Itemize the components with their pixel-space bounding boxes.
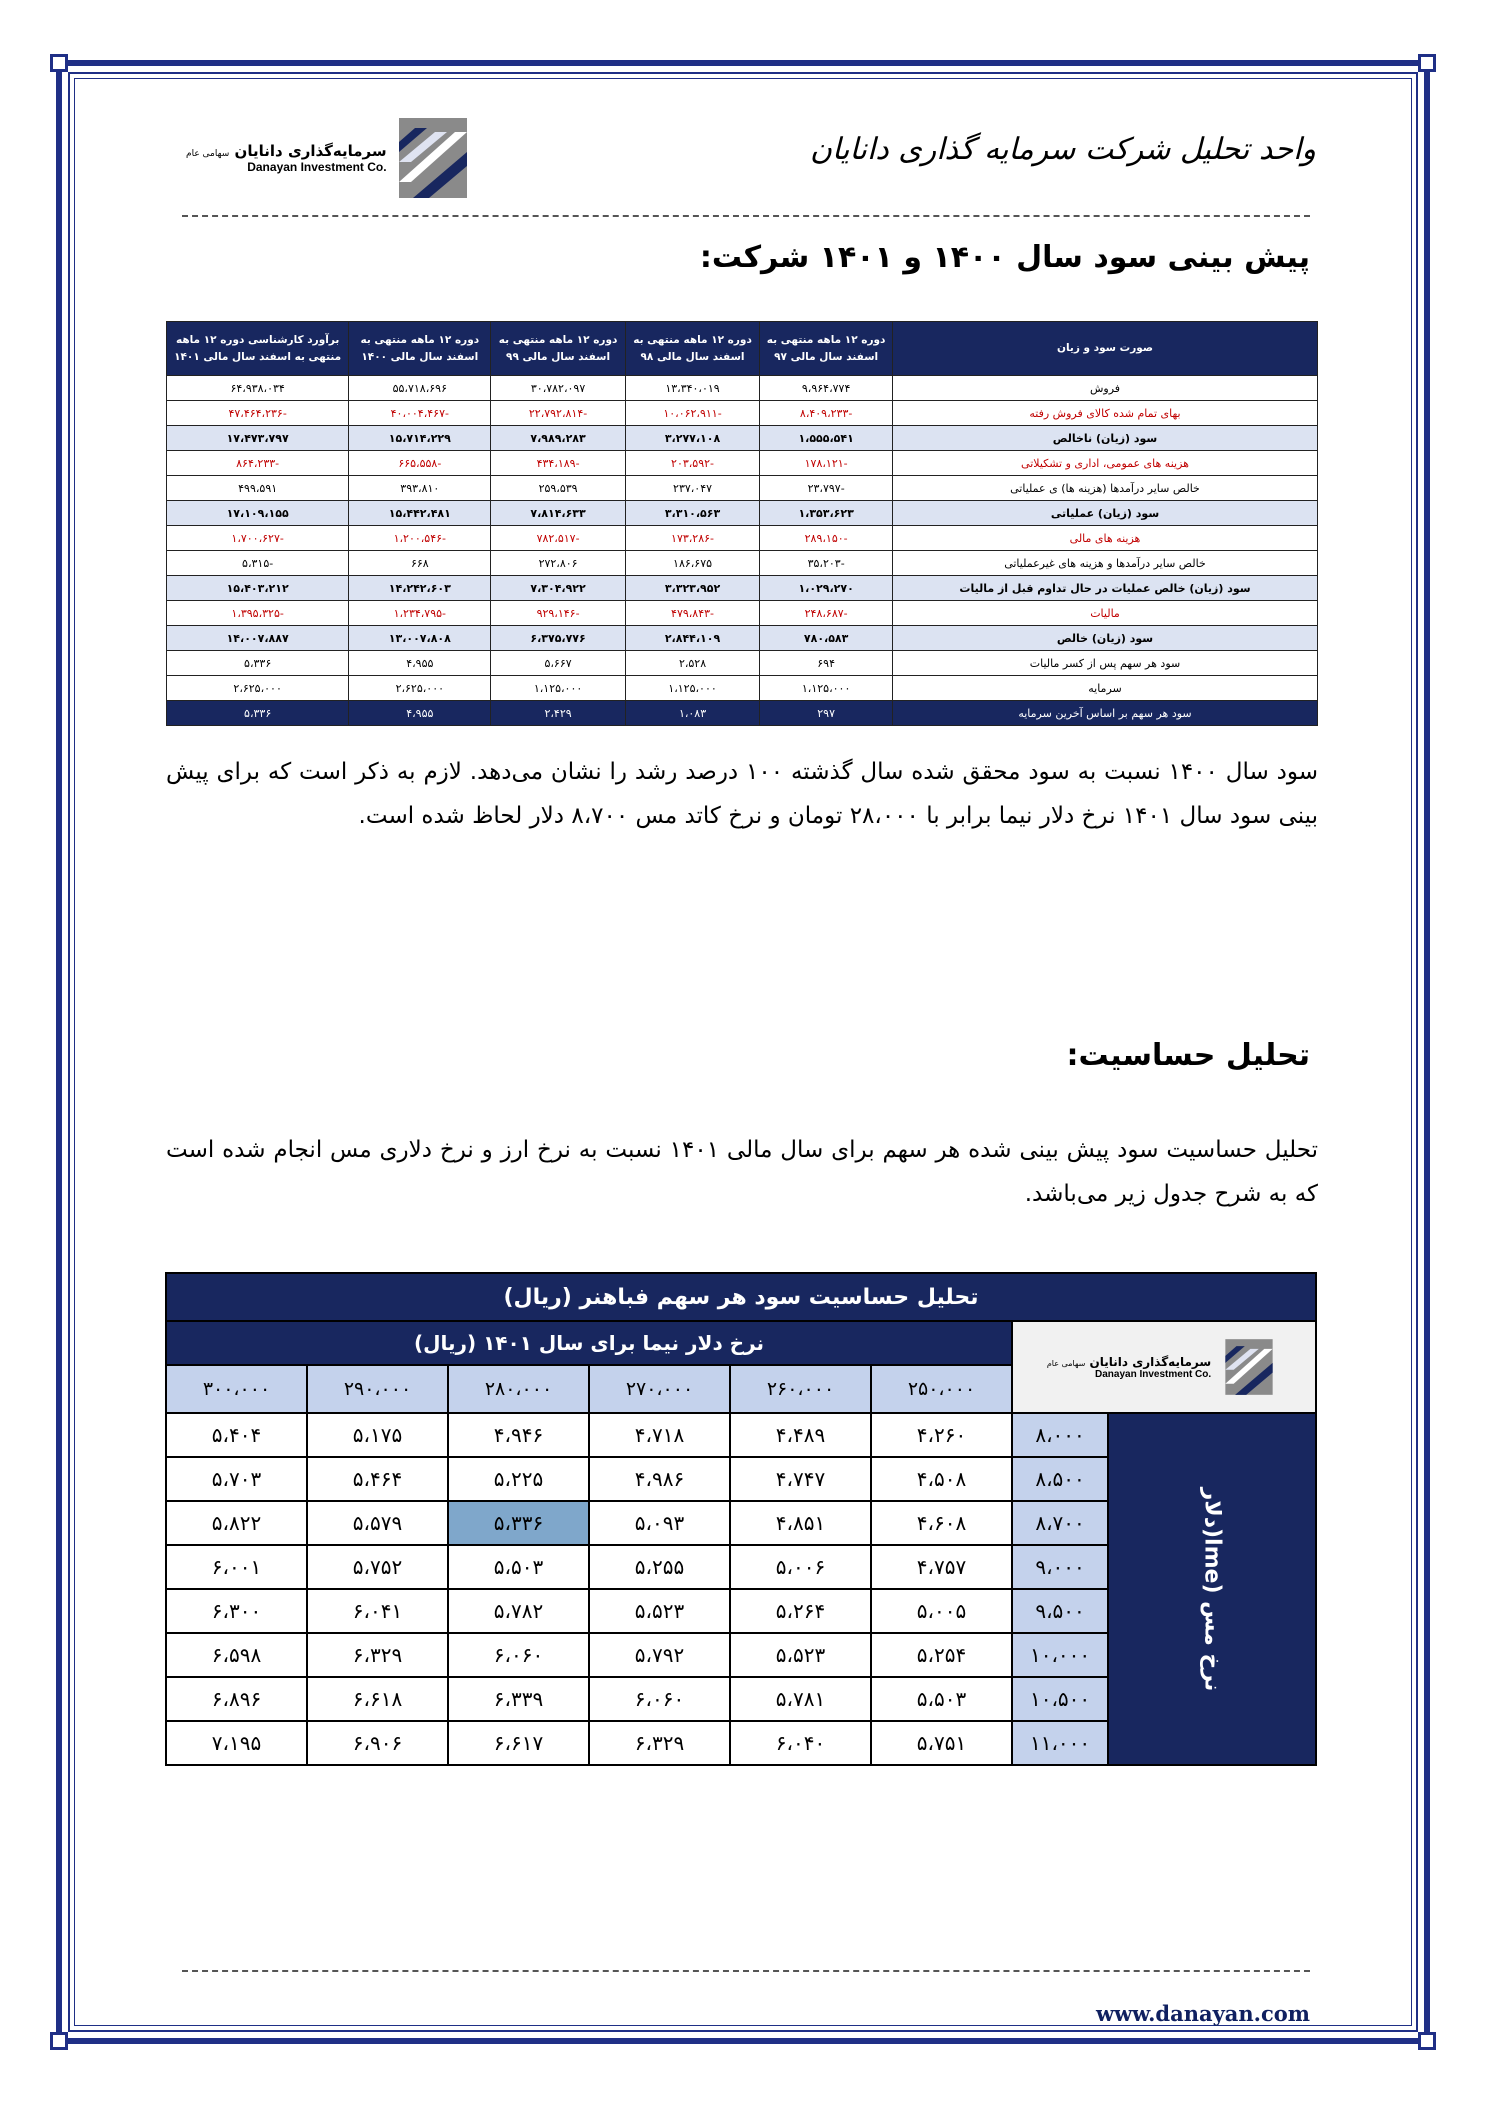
value-cell: -۸۶۴،۲۳۳	[167, 451, 349, 476]
table-row	[167, 651, 1318, 676]
row-label-cell: سود (زیان) خالص عملیات در حال تداوم قبل از مالیات	[893, 576, 1318, 601]
value-cell: ۱۵،۴۴۲،۴۸۱	[349, 501, 491, 526]
sensitivity-column-title: نرخ دلار نیما برای سال ۱۴۰۱ (ریال)	[166, 1321, 1012, 1365]
logo-en-text: Danayan Investment Co.	[247, 160, 387, 174]
value-cell: -۱،۲۳۴،۷۹۵	[349, 601, 491, 626]
row-label-cell: سود (زیان) ناخالص	[893, 426, 1318, 451]
value-cell: ۷،۳۰۴،۹۲۲	[491, 576, 625, 601]
eps-value-cell: ۵،۵۲۳	[589, 1589, 730, 1633]
eps-value-cell: ۵،۷۵۱	[871, 1721, 1012, 1765]
eps-value-cell: ۶،۳۳۹	[448, 1677, 589, 1721]
table-row	[167, 376, 1318, 401]
eps-value-cell: ۴،۵۰۸	[871, 1457, 1012, 1501]
row-label-cell: هزینه های عمومی، اداری و تشکیلاتی	[893, 451, 1318, 476]
sensitivity-logo-cell	[1012, 1321, 1316, 1413]
corner-ornament	[50, 2032, 68, 2050]
value-cell: -۴۳۴،۱۸۹	[491, 451, 625, 476]
value-cell: ۲،۶۲۵،۰۰۰	[167, 676, 349, 701]
logo-en-text: Danayan Investment Co.	[1095, 1368, 1212, 1380]
table-row	[167, 476, 1318, 501]
value-cell: -۲۴۸،۶۸۷	[760, 601, 893, 626]
eps-value-cell: ۴،۹۸۶	[589, 1457, 730, 1501]
table-header-cell: دوره ۱۲ ماهه منتهی به اسفند سال مالی ۹۷	[760, 322, 893, 376]
table-header-cell: دوره ۱۲ ماهه منتهی به اسفند سال مالی ۹۸	[625, 322, 759, 376]
table-row	[167, 451, 1318, 476]
value-cell: ۱،۱۲۵،۰۰۰	[760, 676, 893, 701]
eps-value-cell: ۶،۳۲۹	[307, 1633, 448, 1677]
value-cell: -۴۷۹،۸۴۳	[625, 601, 759, 626]
eps-value-cell: ۵،۲۶۴	[730, 1589, 871, 1633]
dollar-rate-header-cell: ۲۶۰،۰۰۰	[730, 1365, 871, 1413]
value-cell: ۶۴،۹۳۸،۰۳۴	[167, 376, 349, 401]
table-row	[167, 626, 1318, 651]
base-case-eps-cell: ۵،۳۳۶	[448, 1501, 589, 1545]
value-cell: ۱۷،۴۷۳،۷۹۷	[167, 426, 349, 451]
value-cell: ۷،۹۸۹،۲۸۳	[491, 426, 625, 451]
value-cell: ۱۴،۲۴۲،۶۰۳	[349, 576, 491, 601]
value-cell: ۶۶۸	[349, 551, 491, 576]
footer-divider	[182, 1970, 1310, 1972]
value-cell: ۱۴،۰۰۷،۸۸۷	[167, 626, 349, 651]
eps-value-cell: ۶،۹۰۶	[307, 1721, 448, 1765]
sensitivity-section-title: تحلیل حساسیت:	[1066, 1038, 1310, 1073]
eps-value-cell: ۵،۷۵۲	[307, 1545, 448, 1589]
value-cell: -۴۰،۰۰۴،۴۶۷	[349, 401, 491, 426]
copper-rate-row-label: ۸،۷۰۰	[1012, 1501, 1108, 1545]
row-label-cell: سود (زیان) عملیاتی	[893, 501, 1318, 526]
value-cell: -۲۳،۷۹۷	[760, 476, 893, 501]
value-cell: ۱۳،۰۰۷،۸۰۸	[349, 626, 491, 651]
copper-rate-row-label: ۱۱،۰۰۰	[1012, 1721, 1108, 1765]
table-row	[167, 576, 1318, 601]
company-logo	[186, 112, 471, 204]
value-cell: ۴،۹۵۵	[349, 651, 491, 676]
eps-value-cell: ۵،۵۷۹	[307, 1501, 448, 1545]
value-cell: ۱۵،۴۰۳،۲۱۲	[167, 576, 349, 601]
eps-value-cell: ۵،۵۰۳	[448, 1545, 589, 1589]
eps-value-cell: ۴،۸۵۱	[730, 1501, 871, 1545]
table-row	[167, 401, 1318, 426]
value-cell: -۶۶۵،۵۵۸	[349, 451, 491, 476]
value-cell: ۱،۰۲۹،۲۷۰	[760, 576, 893, 601]
eps-value-cell: ۴،۷۱۸	[589, 1413, 730, 1457]
value-cell: ۴۹۹،۵۹۱	[167, 476, 349, 501]
header-title: واحد تحلیل شرکت سرمایه گذاری دانایان	[809, 132, 1316, 167]
table-row	[167, 501, 1318, 526]
value-cell: ۷،۸۱۴،۶۳۳	[491, 501, 625, 526]
value-cell: ۳،۳۱۰،۵۶۳	[625, 501, 759, 526]
eps-value-cell: ۵،۰۰۶	[730, 1545, 871, 1589]
copper-rate-row-label: ۸،۵۰۰	[1012, 1457, 1108, 1501]
corner-ornament	[1418, 54, 1436, 72]
table-header-cell: دوره ۱۲ ماهه منتهی به اسفند سال مالی ۹۹	[491, 322, 625, 376]
eps-value-cell: ۵،۰۰۵	[871, 1589, 1012, 1633]
value-cell: -۱،۳۹۵،۳۲۵	[167, 601, 349, 626]
eps-value-cell: ۵،۷۸۲	[448, 1589, 589, 1633]
value-cell: ۵۵،۷۱۸،۶۹۶	[349, 376, 491, 401]
copper-rate-row-label: ۸،۰۰۰	[1012, 1413, 1108, 1457]
row-label-cell: هزینه های مالی	[893, 526, 1318, 551]
eps-value-cell: ۵،۵۲۳	[730, 1633, 871, 1677]
eps-value-cell: ۵،۲۵۴	[871, 1633, 1012, 1677]
eps-value-cell: ۵،۰۹۳	[589, 1501, 730, 1545]
eps-value-cell: ۴،۲۶۰	[871, 1413, 1012, 1457]
value-cell: ۲۹۷	[760, 701, 893, 726]
copper-rate-row-label: ۹،۰۰۰	[1012, 1545, 1108, 1589]
value-cell: ۱۷،۱۰۹،۱۵۵	[167, 501, 349, 526]
eps-value-cell: ۵،۱۷۵	[307, 1413, 448, 1457]
value-cell: ۳،۳۲۳،۹۵۲	[625, 576, 759, 601]
value-cell: -۱۷۸،۱۲۱	[760, 451, 893, 476]
value-cell: ۱۵،۷۱۴،۲۲۹	[349, 426, 491, 451]
eps-value-cell: ۵،۲۲۵	[448, 1457, 589, 1501]
value-cell: -۱،۲۰۰،۵۴۶	[349, 526, 491, 551]
row-label-cell: فروش	[893, 376, 1318, 401]
profit-loss-table	[166, 321, 1318, 726]
table-header-cell: دوره ۱۲ ماهه منتهی به اسفند سال مالی ۱۴۰۰	[349, 322, 491, 376]
dollar-rate-header-cell: ۲۵۰،۰۰۰	[871, 1365, 1012, 1413]
copper-rate-axis-label	[1108, 1413, 1316, 1765]
forecast-section-title: پیش بینی سود سال ۱۴۰۰ و ۱۴۰۱ شرکت:	[699, 240, 1310, 275]
value-cell: -۲۲،۷۹۲،۸۱۴	[491, 401, 625, 426]
eps-value-cell: ۶،۰۴۱	[307, 1589, 448, 1633]
eps-value-cell: ۶،۶۱۸	[307, 1677, 448, 1721]
value-cell: ۲،۶۲۵،۰۰۰	[349, 676, 491, 701]
value-cell: ۵،۳۳۶	[167, 701, 349, 726]
table-header-cell: برآورد کارشناسی دوره ۱۲ ماهه منتهی به اسفند سال مالی ۱۴۰۱	[167, 322, 349, 376]
dollar-rate-header-cell: ۲۸۰،۰۰۰	[448, 1365, 589, 1413]
eps-value-cell: ۵،۴۰۴	[166, 1413, 307, 1457]
value-cell: -۵،۳۱۵	[167, 551, 349, 576]
eps-value-cell: ۶،۳۰۰	[166, 1589, 307, 1633]
sensitivity-note-paragraph: تحلیل حساسیت سود پیش بینی شده هر سهم برای سال مالی ۱۴۰۱ نسبت به نرخ ارز و نرخ دلاری مس انجام شده است که به شرح جدول زیر می‌باشد.	[166, 1137, 1318, 1207]
copper-rate-row-label: ۹،۵۰۰	[1012, 1589, 1108, 1633]
corner-ornament	[50, 54, 68, 72]
copper-rate-row-label: ۱۰،۰۰۰	[1012, 1633, 1108, 1677]
sensitivity-table	[165, 1272, 1317, 1766]
value-cell: ۲،۸۴۴،۱۰۹	[625, 626, 759, 651]
eps-value-cell: ۴،۶۰۸	[871, 1501, 1012, 1545]
sensitivity-subtitle-row	[166, 1321, 1316, 1365]
eps-value-cell: ۶،۸۹۶	[166, 1677, 307, 1721]
eps-value-cell: ۵،۵۰۳	[871, 1677, 1012, 1721]
value-cell: ۲۵۹،۵۳۹	[491, 476, 625, 501]
value-cell: ۲،۵۲۸	[625, 651, 759, 676]
value-cell: -۹۲۹،۱۴۶	[491, 601, 625, 626]
value-cell: ۱۳،۳۴۰،۰۱۹	[625, 376, 759, 401]
table-row	[167, 601, 1318, 626]
value-cell: ۵،۳۳۶	[167, 651, 349, 676]
eps-value-cell: ۴،۴۸۹	[730, 1413, 871, 1457]
sensitivity-row	[166, 1413, 1316, 1457]
header-divider	[182, 215, 1310, 217]
value-cell: ۱،۵۵۵،۵۴۱	[760, 426, 893, 451]
dollar-rate-header-cell: ۳۰۰،۰۰۰	[166, 1365, 307, 1413]
value-cell: -۱۰،۰۶۲،۹۱۱	[625, 401, 759, 426]
logo-fa-small-text: سهامی عام	[186, 149, 230, 159]
eps-value-cell: ۶،۳۲۹	[589, 1721, 730, 1765]
forecast-note-paragraph: سود سال ۱۴۰۰ نسبت به سود محقق شده سال گذشته ۱۰۰ درصد رشد را نشان می‌دهد. لازم به ذکر است که برای پیش بینی سود سال ۱۴۰۱ نرخ دلار نیما برابر با ۲۸،۰۰۰ تومان و نرخ کاتد مس ۸،۷۰۰ دلار لحاظ شده است.	[166, 759, 1318, 829]
eps-value-cell: ۶،۶۱۷	[448, 1721, 589, 1765]
value-cell: -۲۸۹،۱۵۰	[760, 526, 893, 551]
eps-value-cell: ۶،۰۶۰	[448, 1633, 589, 1677]
value-cell: ۲۳۷،۰۴۷	[625, 476, 759, 501]
footer-website: www.danayan.com	[1096, 2001, 1310, 2026]
value-cell: -۸،۴۰۹،۲۳۳	[760, 401, 893, 426]
value-cell: ۲۷۲،۸۰۶	[491, 551, 625, 576]
row-label-cell: مالیات	[893, 601, 1318, 626]
eps-value-cell: ۷،۱۹۵	[166, 1721, 307, 1765]
eps-value-cell: ۶،۵۹۸	[166, 1633, 307, 1677]
logo-fa-text: سرمایه‌گذاری دانایان	[234, 142, 387, 160]
value-cell: ۵،۶۶۷	[491, 651, 625, 676]
sensitivity-title-row	[166, 1273, 1316, 1321]
dollar-rate-header-cell: ۲۹۰،۰۰۰	[307, 1365, 448, 1413]
dollar-rate-header-cell: ۲۷۰،۰۰۰	[589, 1365, 730, 1413]
row-label-cell: سرمایه	[893, 676, 1318, 701]
value-cell: -۲۰۳،۵۹۲	[625, 451, 759, 476]
table-row	[167, 551, 1318, 576]
value-cell: ۳۰،۷۸۲،۰۹۷	[491, 376, 625, 401]
logo-fa-text: سرمایه‌گذاری دانایان	[1089, 1354, 1212, 1369]
value-cell: ۱۸۶،۶۷۵	[625, 551, 759, 576]
value-cell: -۷۸۲،۵۱۷	[491, 526, 625, 551]
row-label-cell: بهای تمام شده کالای فروش رفته	[893, 401, 1318, 426]
eps-value-cell: ۵،۲۵۵	[589, 1545, 730, 1589]
value-cell: ۳۹۳،۸۱۰	[349, 476, 491, 501]
value-cell: ۹،۹۶۴،۷۷۴	[760, 376, 893, 401]
table-header-row	[167, 322, 1318, 376]
value-cell: -۴۷،۴۶۴،۲۳۶	[167, 401, 349, 426]
value-cell: ۱،۰۸۳	[625, 701, 759, 726]
table-header-cell: صورت سود و زیان	[893, 322, 1318, 376]
copper-rate-axis-text: نرخ مس (lme(دلار	[1199, 1487, 1225, 1691]
eps-value-cell: ۶،۰۴۰	[730, 1721, 871, 1765]
copper-rate-row-label: ۱۰،۵۰۰	[1012, 1677, 1108, 1721]
value-cell: ۶۹۴	[760, 651, 893, 676]
eps-value-cell: ۶،۰۰۱	[166, 1545, 307, 1589]
corner-ornament	[1418, 2032, 1436, 2050]
table-row	[167, 701, 1318, 726]
row-label-cell: خالص سایر درآمدها و هزینه های غیرعملیاتی	[893, 551, 1318, 576]
eps-value-cell: ۴،۹۴۶	[448, 1413, 589, 1457]
table-row	[167, 426, 1318, 451]
logo-mark-icon	[395, 112, 471, 204]
value-cell: ۱،۳۵۳،۶۲۳	[760, 501, 893, 526]
value-cell: ۳،۲۷۷،۱۰۸	[625, 426, 759, 451]
value-cell: ۷۸۰،۵۸۳	[760, 626, 893, 651]
eps-value-cell: ۵،۷۹۲	[589, 1633, 730, 1677]
table-row	[167, 526, 1318, 551]
value-cell: ۴،۹۵۵	[349, 701, 491, 726]
row-label-cell: سود هر سهم پس از کسر مالیات	[893, 651, 1318, 676]
logo-mark-icon	[1217, 1335, 1281, 1399]
value-cell: ۶،۳۷۵،۷۷۶	[491, 626, 625, 651]
sensitivity-table-title: تحلیل حساسیت سود هر سهم فباهنر (ریال)	[166, 1273, 1316, 1321]
row-label-cell: سود هر سهم بر اساس آخرین سرمایه	[893, 701, 1318, 726]
logo-fa-small-text: سهامی عام	[1046, 1358, 1086, 1368]
logo-text	[186, 142, 387, 174]
value-cell: -۳۵،۲۰۳	[760, 551, 893, 576]
eps-value-cell: ۵،۴۶۴	[307, 1457, 448, 1501]
eps-value-cell: ۴،۷۴۷	[730, 1457, 871, 1501]
table-row	[167, 676, 1318, 701]
value-cell: -۱،۷۰۰،۶۲۷	[167, 526, 349, 551]
value-cell: ۱،۱۲۵،۰۰۰	[625, 676, 759, 701]
row-label-cell: خالص سایر درآمدها (هزینه ها) ی عملیاتی	[893, 476, 1318, 501]
row-label-cell: سود (زیان) خالص	[893, 626, 1318, 651]
eps-value-cell: ۵،۷۰۳	[166, 1457, 307, 1501]
eps-value-cell: ۵،۸۲۲	[166, 1501, 307, 1545]
value-cell: ۱،۱۲۵،۰۰۰	[491, 676, 625, 701]
eps-value-cell: ۵،۷۸۱	[730, 1677, 871, 1721]
eps-value-cell: ۶،۰۶۰	[589, 1677, 730, 1721]
eps-value-cell: ۴،۷۵۷	[871, 1545, 1012, 1589]
value-cell: -۱۷۳،۲۸۶	[625, 526, 759, 551]
value-cell: ۲،۴۲۹	[491, 701, 625, 726]
